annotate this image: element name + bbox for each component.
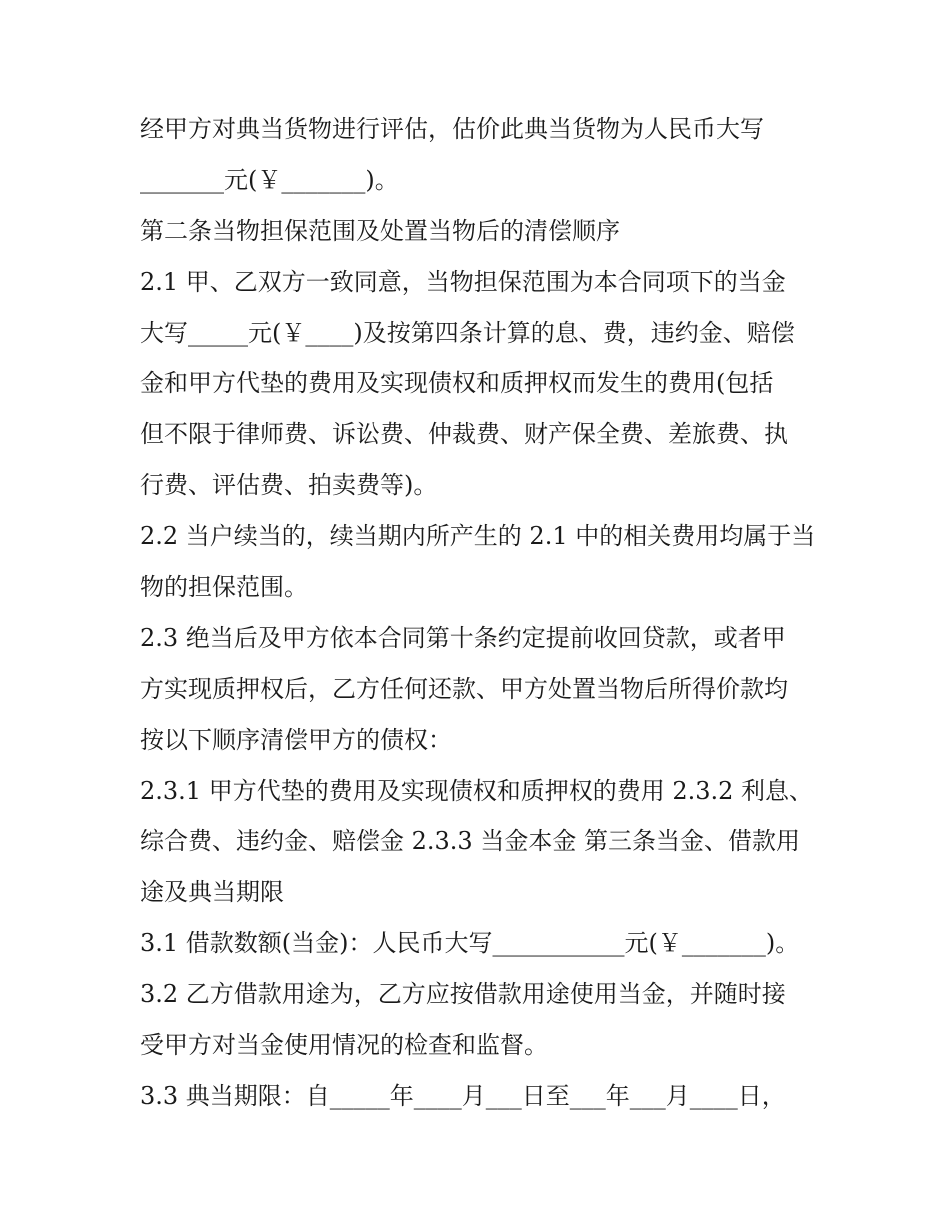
text-line: 2.3.1 甲方代垫的费用及实现债权和质押权的费用 2.3.2 利息、 (140, 776, 814, 805)
text-line: 行费、评估费、拍卖费等)。 (140, 471, 438, 500)
text-line: 但不限于律师费、诉讼费、仲裁费、财产保全费、差旅费、执 (140, 420, 788, 449)
text-line: 金和甲方代垫的费用及实现债权和质押权而发生的费用(包括 (140, 369, 774, 398)
text-line: 3.2 乙方借款用途为，乙方应按借款用途使用当金，并随时接 (140, 980, 786, 1009)
text-line: 途及典当期限 (140, 878, 284, 907)
contract-text (140, 104, 820, 1122)
text-line: 3.1 借款数额(当金)：人民币大写___________元(￥_______)。 (140, 929, 800, 958)
text-line: 物的担保范围。 (140, 573, 308, 602)
text-line: 2.3 绝当后及甲方依本合同第十条约定提前收回贷款，或者甲 (140, 623, 786, 652)
text-line: 2.1 甲、乙双方一致同意，当物担保范围为本合同项下的当金 (140, 267, 786, 296)
text-line: 方实现质押权后，乙方任何还款、甲方处置当物后所得价款均 (140, 674, 788, 703)
text-line: 2.2 当户续当的，续当期内所产生的 2.1 中的相关费用均属于当 (140, 522, 816, 551)
section-heading: 第二条当物担保范围及处置当物后的清偿顺序 (140, 216, 620, 245)
text-line: 3.3 典当期限：自_____年____月___日至___年___月____日， (140, 1081, 786, 1110)
text-line: 大写_____元(￥____)及按第四条计算的息、费，违约金、赔偿 (140, 318, 795, 347)
text-line: 综合费、违约金、赔偿金 2.3.3 当金本金 第三条当金、借款用 (140, 827, 800, 856)
text-line: _______元(￥_______)。 (140, 165, 399, 194)
text-line: 按以下顺序清偿甲方的债权： (140, 725, 452, 754)
text-line: 受甲方对当金使用情况的检查和监督。 (140, 1031, 548, 1060)
text-line: 经甲方对典当货物进行评估，估价此典当货物为人民币大写 (140, 115, 764, 143)
